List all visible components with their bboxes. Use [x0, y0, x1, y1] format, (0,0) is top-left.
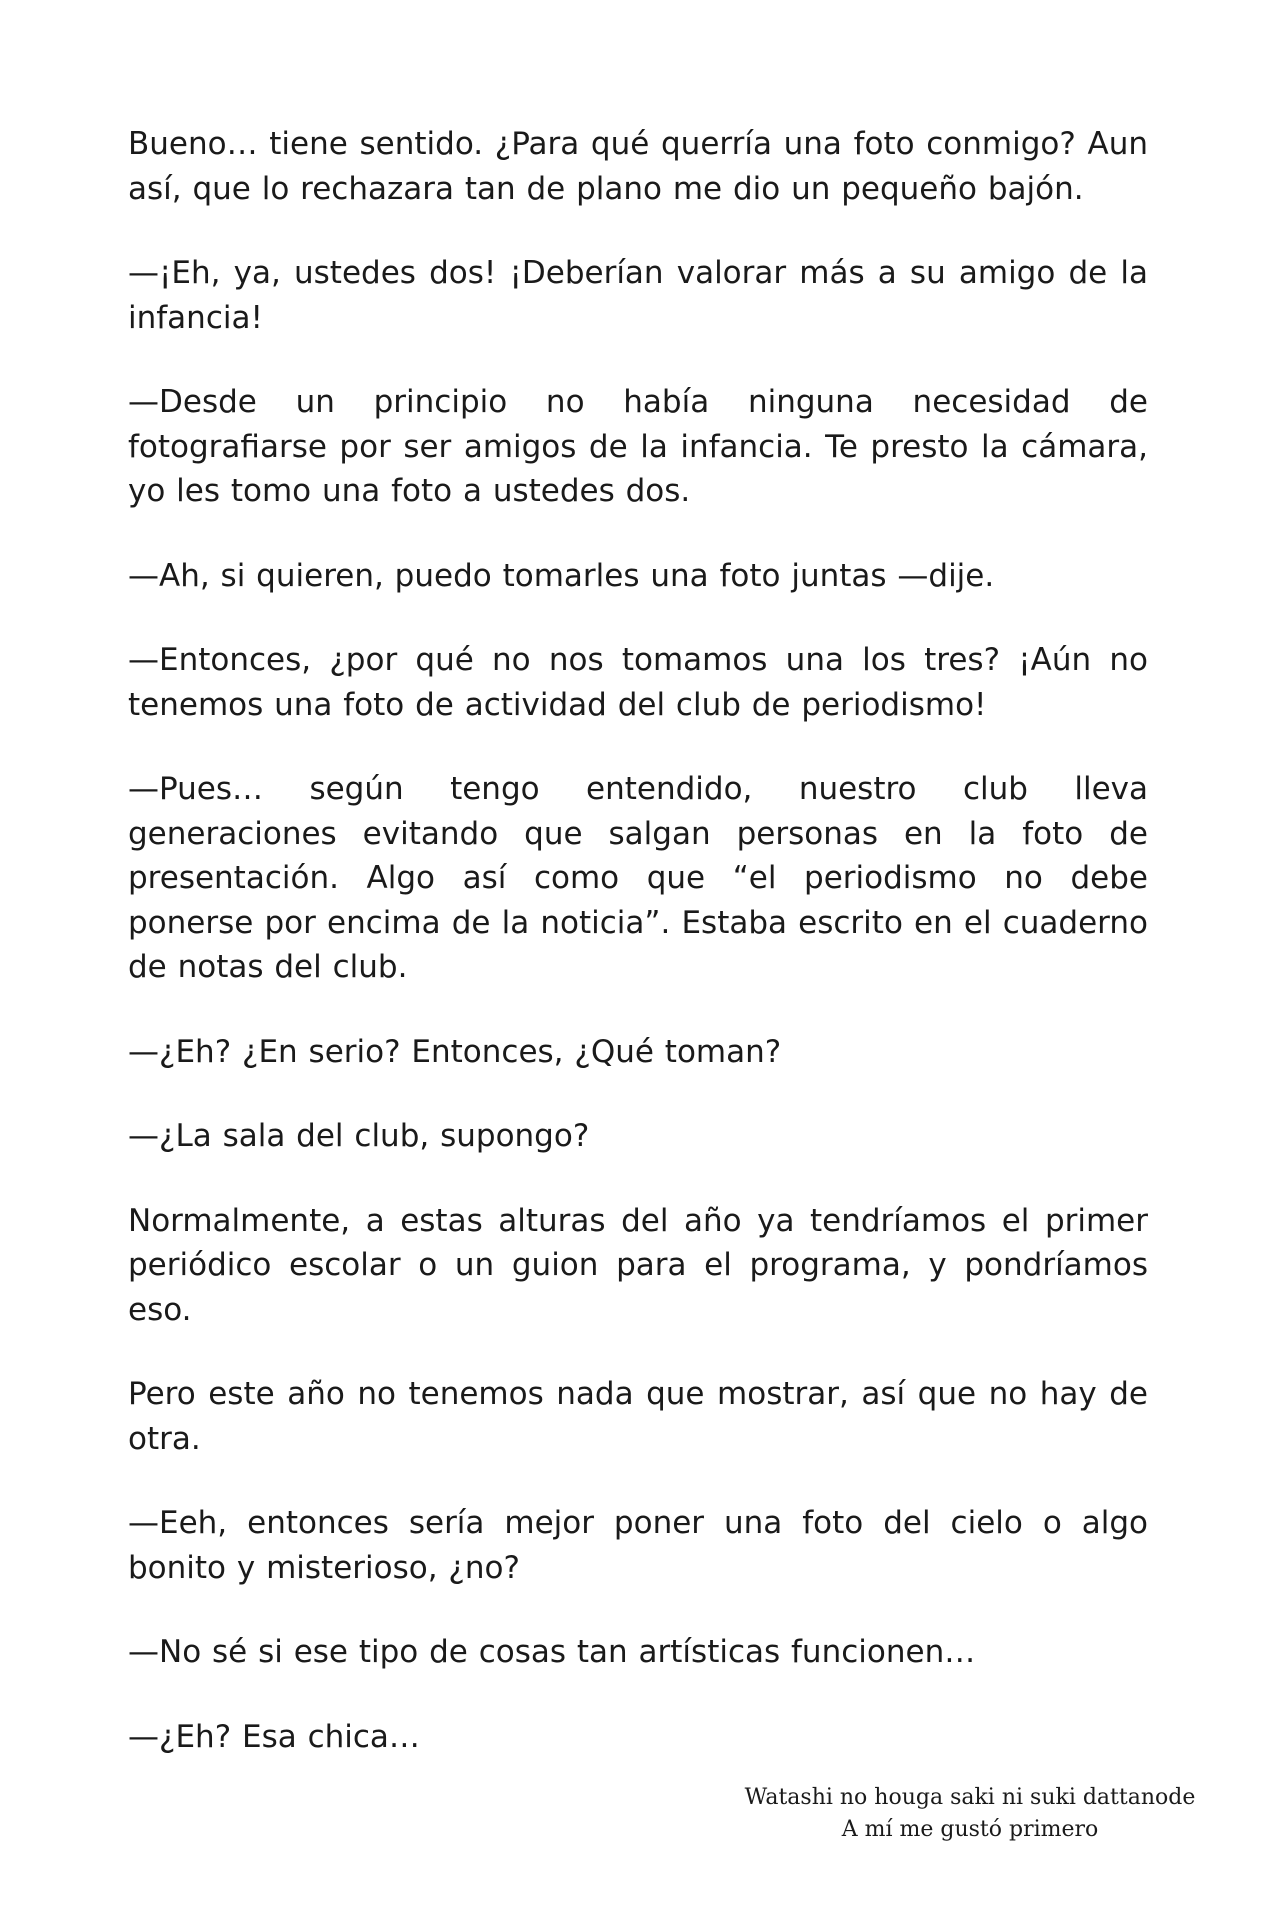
paragraph-6: —Pues… según tengo entendido, nuestro club lleva generaciones evitando que salgan personas en la foto de presentación. Algo así como que “el periodismo no debe ponerse por encima de la noticia”. Estaba escrito en el cuaderno de notas del club. — [128, 771, 1148, 985]
paragraph-7: —¿Eh? ¿En serio? Entonces, ¿Qué toman? — [128, 1033, 782, 1070]
paragraph-13: —¿Eh? Esa chica… — [128, 1718, 420, 1755]
paragraph-3: —Desde un principio no había ninguna necesidad de fotografiarse por ser amigos de la infancia. Te presto la cámara, yo les tomo una foto a ustedes dos. — [128, 384, 1148, 509]
paragraph-8: —¿La sala del club, supongo? — [128, 1118, 590, 1154]
paragraph-2: —¡Eh, ya, ustedes dos! ¡Deberían valorar más a su amigo de la infancia! — [128, 255, 1148, 336]
paragraph-4: —Ah, si quieren, puedo tomarles una foto juntas —dije. — [128, 557, 995, 594]
paragraph-11: —Eeh, entonces sería mejor poner una foto del cielo o algo bonito y misterioso, ¿no? — [128, 1505, 1148, 1586]
document-body — [128, 122, 1148, 1799]
paragraph-9: Normalmente, a estas alturas del año ya tendríamos el primer periódico escolar o un guion para el programa, y pondríamos eso. — [128, 1202, 1148, 1328]
page-footer — [740, 1782, 1200, 1846]
footer-title-romaji: Watashi no houga saki ni suki dattanode — [744, 1785, 1196, 1810]
footer-title-spanish: A mí me gustó primero — [841, 1817, 1099, 1842]
paragraph-12: —No sé si ese tipo de cosas tan artísticas funcionen… — [128, 1634, 976, 1670]
paragraph-1: Bueno… tiene sentido. ¿Para qué querría una foto conmigo? Aun así, que lo rechazara tan de plano me dio un pequeño bajón. — [128, 126, 1148, 207]
paragraph-5: —Entonces, ¿por qué no nos tomamos una los tres? ¡Aún no tenemos una foto de actividad del club de periodismo! — [128, 642, 1148, 723]
paragraph-10: Pero este año no tenemos nada que mostrar, así que no hay de otra. — [128, 1376, 1148, 1457]
